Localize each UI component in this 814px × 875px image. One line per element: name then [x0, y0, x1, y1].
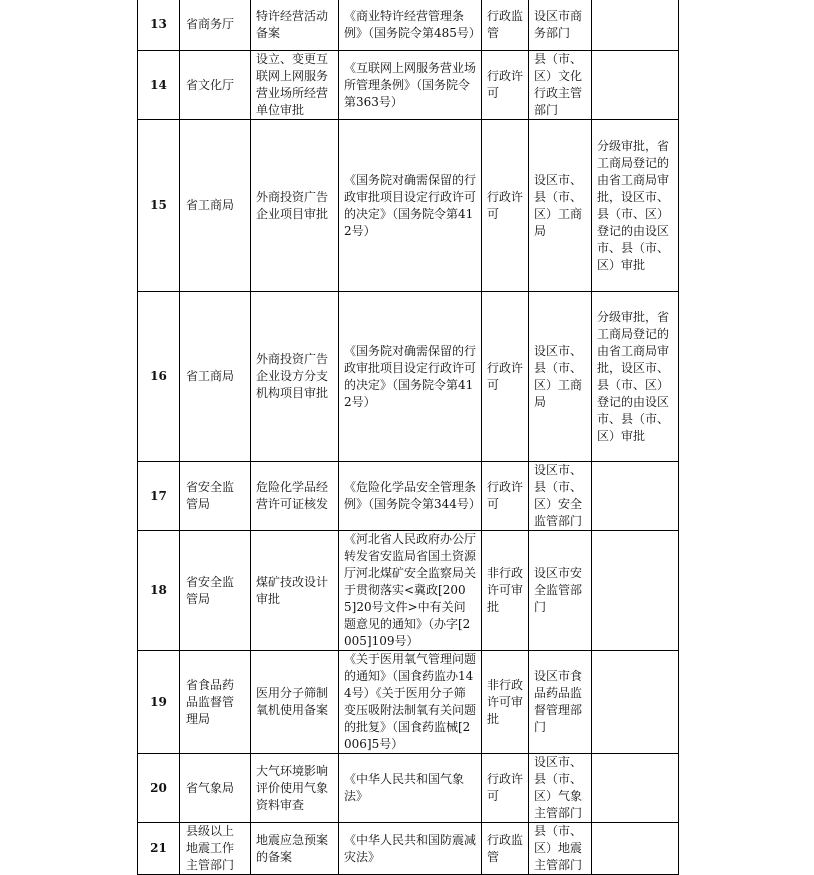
cell-item: 医用分子筛制氧机使用备案	[251, 651, 339, 754]
cell-basis: 《互联网上网服务营业场所管理条例》（国务院令第363号）	[339, 51, 482, 120]
cell-type: 行政许可	[482, 754, 529, 823]
cell-note	[592, 531, 679, 651]
cell-dept: 省文化厅	[180, 51, 251, 120]
cell-basis: 《国务院对确需保留的行政审批项目设定行政许可的决定》（国务院令第412号）	[339, 120, 482, 292]
cell-no: 17	[138, 462, 180, 531]
cell-note	[592, 651, 679, 754]
cell-note	[592, 754, 679, 823]
cell-no: 19	[138, 651, 180, 754]
cell-item: 外商投资广告企业设方分支机构项目审批	[251, 292, 339, 462]
cell-implementer: 设区市商务部门	[529, 0, 592, 51]
cell-note	[592, 0, 679, 51]
cell-no: 20	[138, 754, 180, 823]
table-row	[138, 120, 679, 292]
cell-no: 18	[138, 531, 180, 651]
cell-item: 外商投资广告企业项目审批	[251, 120, 339, 292]
cell-note	[592, 462, 679, 531]
cell-dept: 县级以上地震工作主管部门	[180, 823, 251, 875]
cell-implementer: 设区市、县（市、区）气象主管部门	[529, 754, 592, 823]
cell-note: 分级审批，省工商局登记的由省工商局审批，设区市、县（市、区）登记的由设区市、县（市、区）审批	[592, 120, 679, 292]
cell-implementer: 县（市、区）地震主管部门	[529, 823, 592, 875]
cell-item: 地震应急预案的备案	[251, 823, 339, 875]
cell-implementer: 设区市安全监管部门	[529, 531, 592, 651]
table-row	[138, 823, 679, 875]
cell-basis: 《商业特许经营管理条例》（国务院令第485号）	[339, 0, 482, 51]
cell-dept: 省安全监管局	[180, 531, 251, 651]
cell-type: 非行政许可审批	[482, 651, 529, 754]
cell-type: 行政许可	[482, 51, 529, 120]
cell-item: 煤矿技改设计审批	[251, 531, 339, 651]
cell-implementer: 县（市、区）文化行政主管部门	[529, 51, 592, 120]
cell-note	[592, 823, 679, 875]
table-row	[138, 292, 679, 462]
cell-implementer: 设区市、县（市、区）工商局	[529, 292, 592, 462]
cell-type: 非行政许可审批	[482, 531, 529, 651]
cell-type: 行政许可	[482, 120, 529, 292]
cell-basis: 《中华人民共和国气象法》	[339, 754, 482, 823]
cell-dept: 省安全监管局	[180, 462, 251, 531]
cell-implementer: 设区市、县（市、区）工商局	[529, 120, 592, 292]
cell-no: 14	[138, 51, 180, 120]
cell-basis: 《危险化学品安全管理条例》（国务院令第344号）	[339, 462, 482, 531]
cell-type: 行政监管	[482, 0, 529, 51]
cell-no: 13	[138, 0, 180, 51]
cell-item: 特许经营活动备案	[251, 0, 339, 51]
cell-dept: 省工商局	[180, 292, 251, 462]
cell-implementer: 设区市食品药品监督管理部门	[529, 651, 592, 754]
approval-items-table	[137, 0, 679, 875]
cell-dept: 省食品药品监督管理局	[180, 651, 251, 754]
cell-note: 分级审批，省工商局登记的由省工商局审批，设区市、县（市、区）登记的由设区市、县（市、区）审批	[592, 292, 679, 462]
cell-item: 危险化学品经营许可证核发	[251, 462, 339, 531]
cell-no: 15	[138, 120, 180, 292]
cell-type: 行政许可	[482, 462, 529, 531]
cell-no: 16	[138, 292, 180, 462]
table-row	[138, 0, 679, 51]
cell-type: 行政许可	[482, 292, 529, 462]
table-row	[138, 462, 679, 531]
table-row	[138, 754, 679, 823]
table-row	[138, 531, 679, 651]
cell-basis: 《河北省人民政府办公厅转发省安监局省国土资源厅河北煤矿安全监察局关于贯彻落实<冀政[2005]20号文件>中有关问题意见的通知》（办字[2005]109号）	[339, 531, 482, 651]
cell-basis: 《中华人民共和国防震减灾法》	[339, 823, 482, 875]
table-row	[138, 51, 679, 120]
cell-implementer: 设区市、县（市、区）安全监管部门	[529, 462, 592, 531]
cell-basis: 《关于医用氧气管理问题的通知》（国食药监办144号）《关于医用分子筛变压吸附法制氧有关问题的批复》（国食药监械[2006]5号）	[339, 651, 482, 754]
cell-item: 设立、变更互联网上网服务营业场所经营单位审批	[251, 51, 339, 120]
cell-dept: 省工商局	[180, 120, 251, 292]
cell-item: 大气环境影响评价使用气象资料审查	[251, 754, 339, 823]
cell-dept: 省气象局	[180, 754, 251, 823]
cell-no: 21	[138, 823, 180, 875]
cell-type: 行政监管	[482, 823, 529, 875]
cell-basis: 《国务院对确需保留的行政审批项目设定行政许可的决定》（国务院令第412号）	[339, 292, 482, 462]
table-row	[138, 651, 679, 754]
cell-note	[592, 51, 679, 120]
cell-dept: 省商务厅	[180, 0, 251, 51]
